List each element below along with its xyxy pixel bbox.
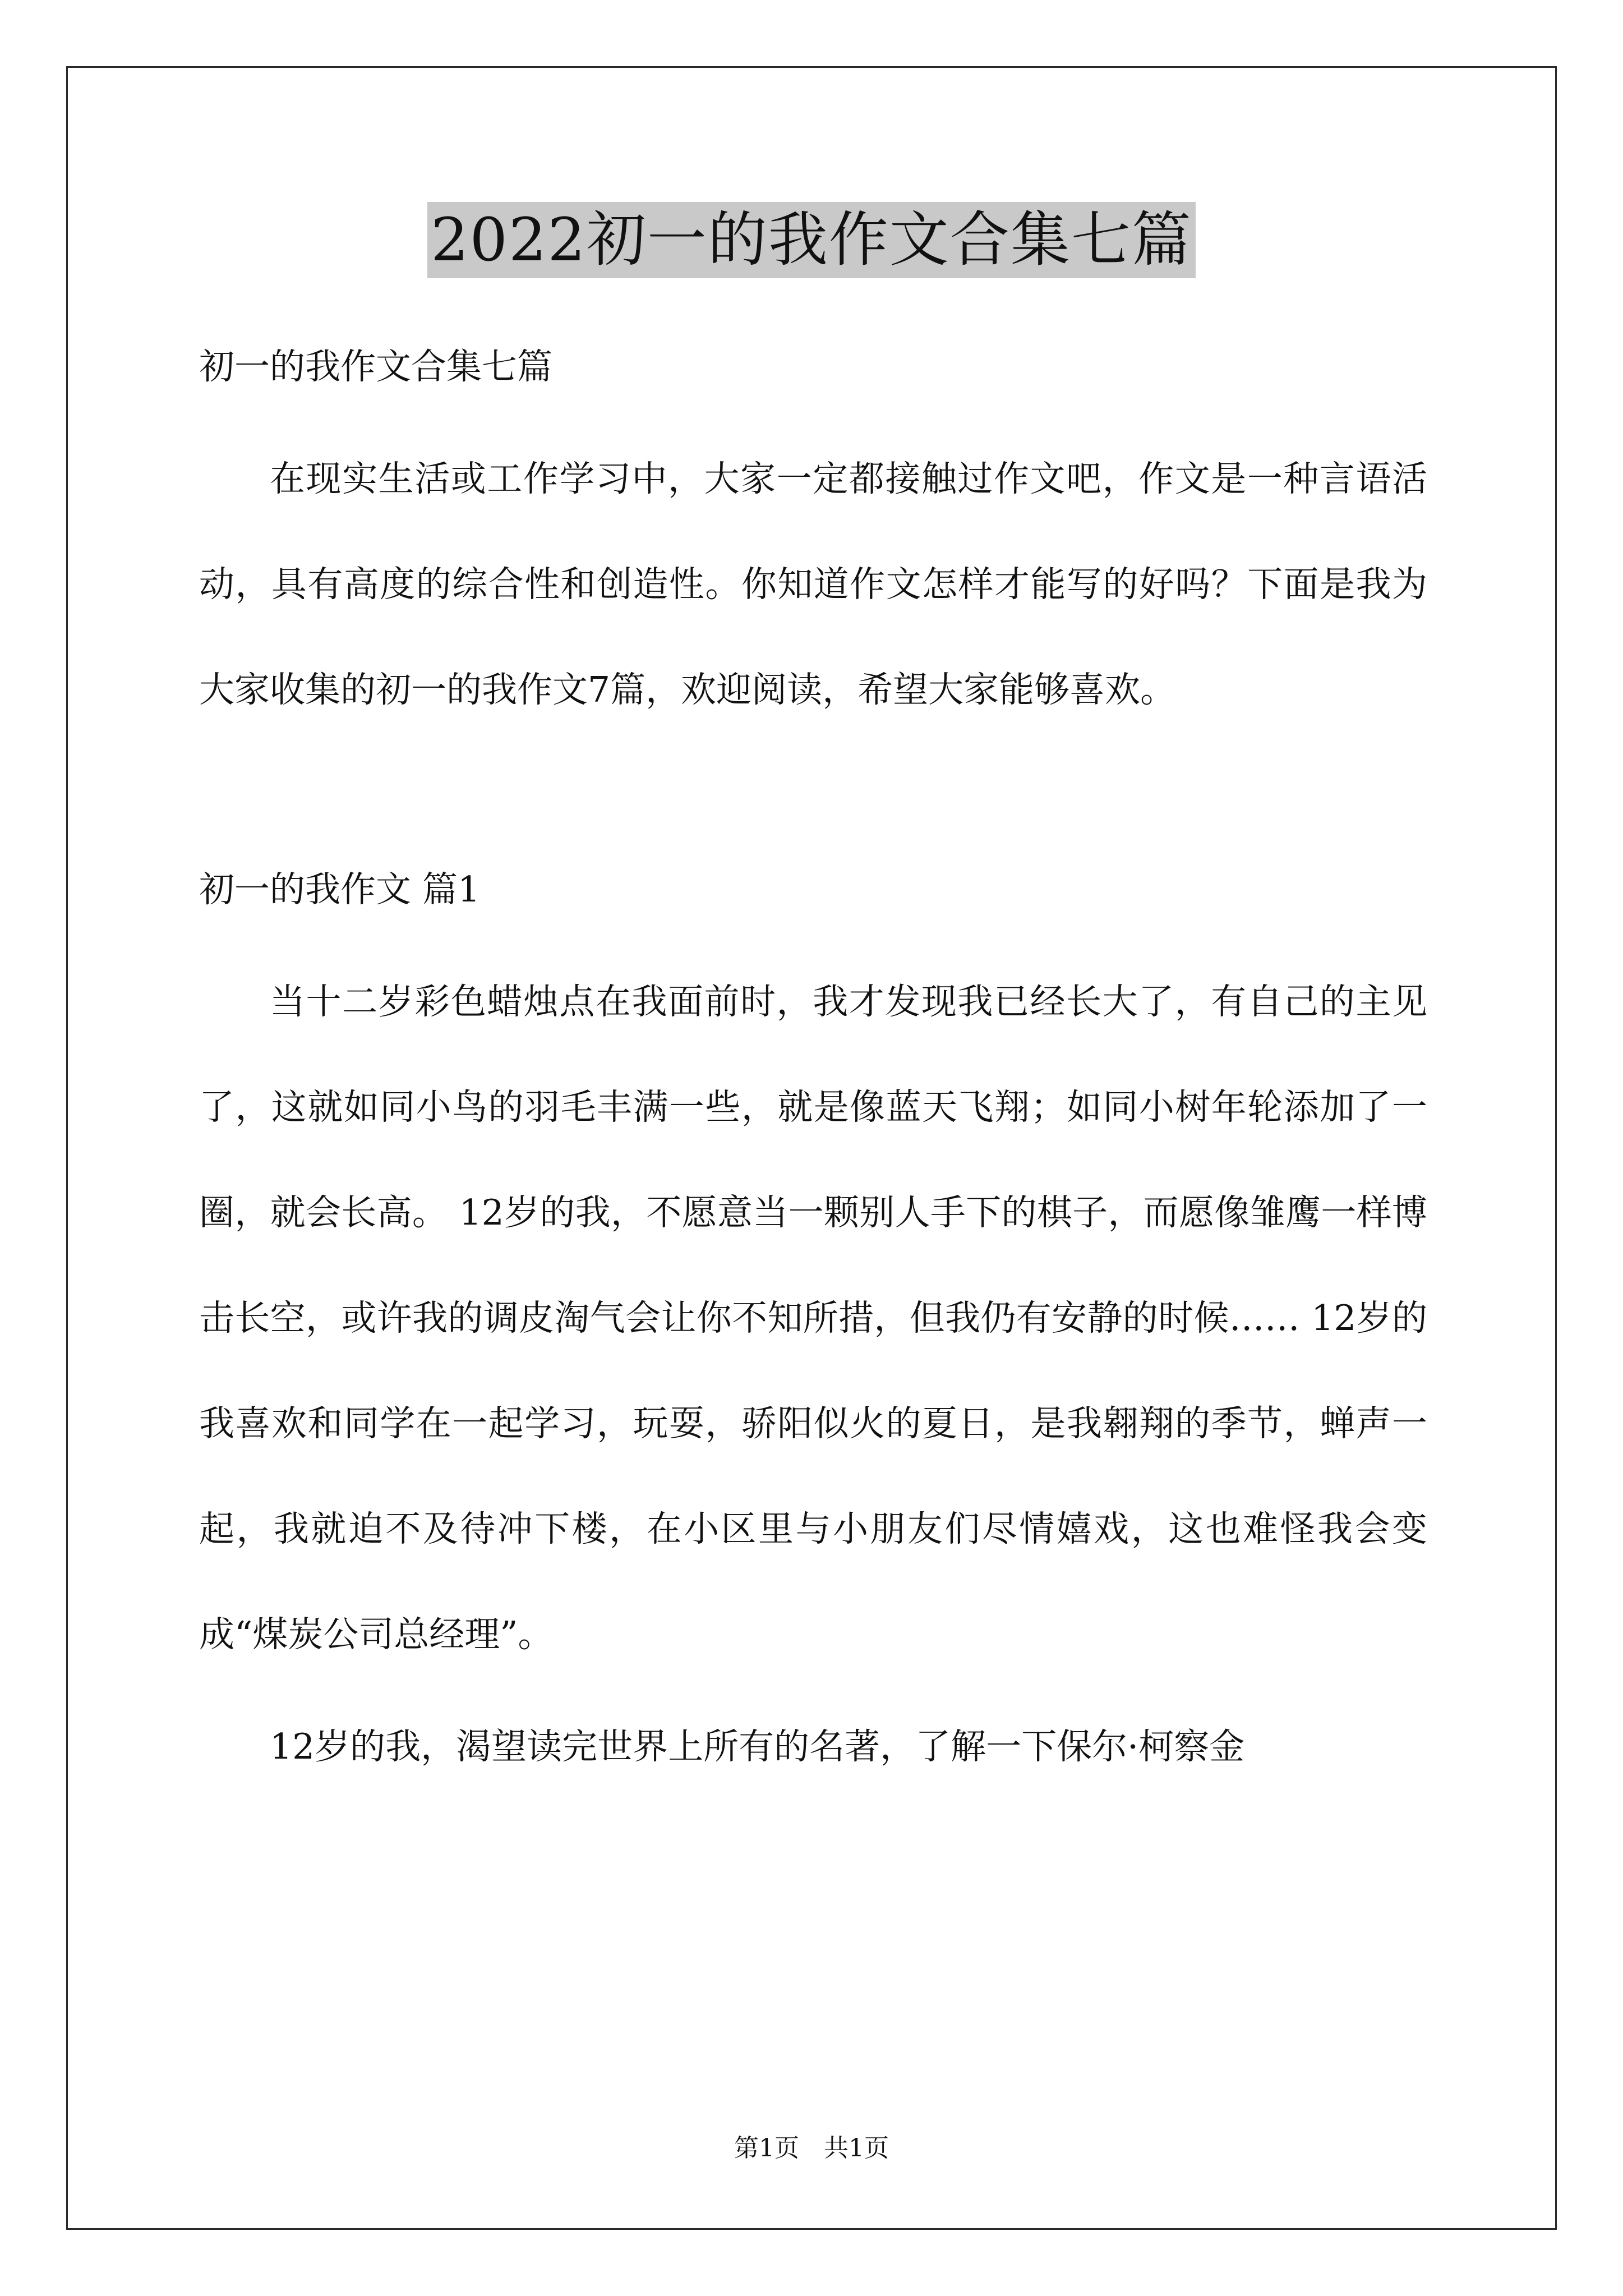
subtitle: 初一的我作文合集七篇 [199,346,552,387]
document-body [199,314,1427,1800]
title-container [0,202,1623,278]
intro-paragraph: 在现实生活或工作学习中，大家一定都接触过作文吧，作文是一种言语活动，具有高度的综合性和创造性。你知道作文怎样才能写的好吗？下面是我为大家收集的初一的我作文7篇，欢迎阅读，希望大家能够喜欢。 [199,458,1427,710]
page-footer: 第1页 共1页 [734,2134,889,2162]
body-paragraph-1: 当十二岁彩色蜡烛点在我面前时，我才发现我已经长大了，有自己的主见了，这就如同小鸟的羽毛丰满一些，就是像蓝天飞翔；如同小树年轮添加了一圈，就会长高。 12岁的我，不愿意当一颗别人手下的棋子，而愿像雏鹰一样博击长空，或许我的调皮淘气会让你不知所措，但我仍有安静的时候…… 12岁的我喜欢和同学在一起学习，玩耍，骄阳似火的夏日，是我翱翔的季节，蝉声一起，我就迫不及待冲下楼，在小区里与小朋友们尽情嬉戏，这也难怪我会变成“煤炭公司总经理”。 [199,981,1427,1655]
section-heading: 初一的我作文 篇1 [199,869,481,910]
body-paragraph-2: 12岁的我，渴望读完世界上所有的名著，了解一下保尔·柯察金 [270,1726,1245,1767]
document-title: 2022初一的我作文合集七篇 [427,202,1196,278]
